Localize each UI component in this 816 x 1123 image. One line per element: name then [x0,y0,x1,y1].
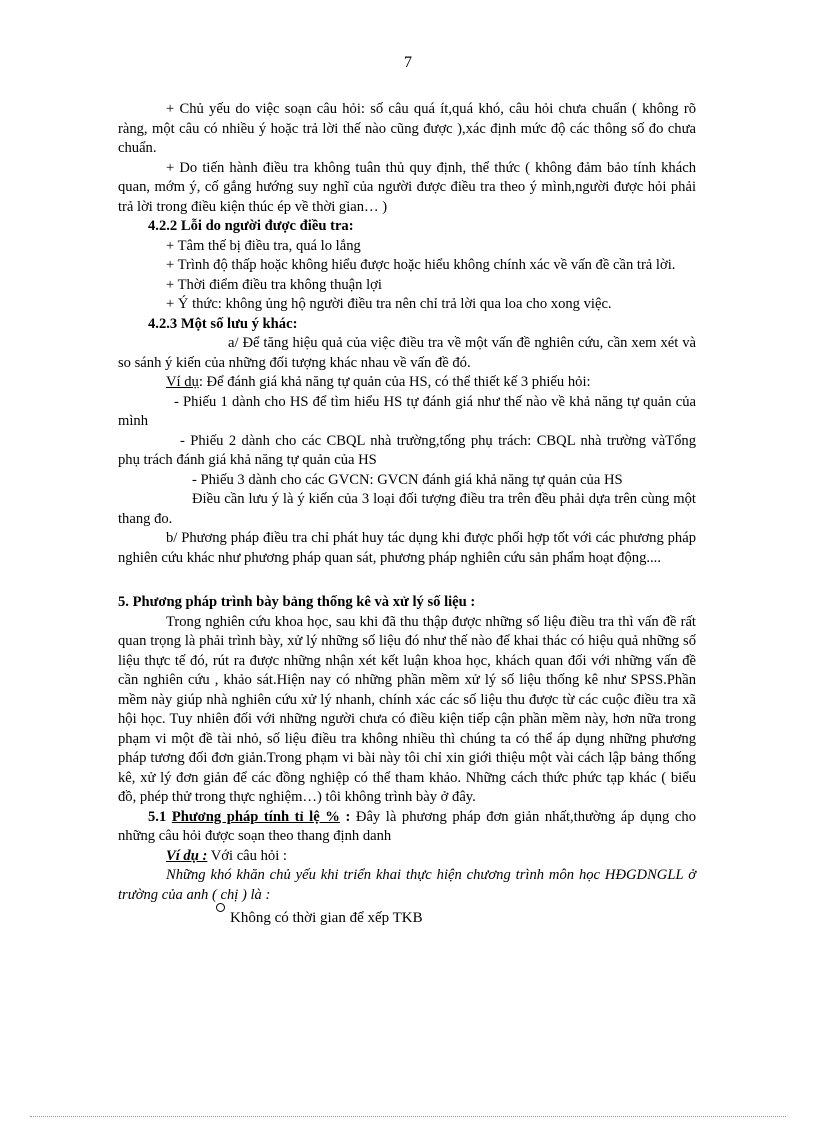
paragraph: b/ Phương pháp điều tra chỉ phát huy tác dụng khi được phối hợp tốt với các phương pháp nghiên cứu khác như phương pháp quan sát, phương pháp nghiên cứu sản phẩm hoạt động.... [118,530,696,566]
answer-option [118,909,696,929]
paragraph: + Trình độ thấp hoặc không hiểu được hoặc hiểu không chính xác về vấn đề cần trả lời. [166,257,676,273]
paragraph: - Phiếu 1 dành cho HS để tìm hiểu HS tự đánh giá như thế nào về khả năng tự quản của mình [118,393,696,429]
paragraph [118,808,696,847]
paragraph [118,373,696,393]
paragraph: + Thời điểm điều tra không thuận lợi [166,276,382,293]
example-text: Với câu hỏi : [207,847,287,864]
paragraph: + Tâm thế bị điều tra, quá lo lắng [166,237,361,254]
example-label: Ví dụ [166,374,199,390]
section-heading: 5. Phương pháp trình bày bảng thống kê và xử lý số liệu : [118,594,476,610]
paragraph: a/ Để tăng hiệu quả của việc điều tra về một vấn đề nghiên cứu, cần xem xét và so sánh ý kiến của những đối tượng khác nhau về vấn đề đó. [118,335,696,371]
radio-circle-icon [216,903,225,912]
paragraph: - Phiếu 2 dành cho các CBQL nhà trường,tổng phụ trách: CBQL nhà trường vàTổng phụ trách đánh giá khả năng tự quản của HS [118,432,696,468]
paragraph: Điều cần lưu ý là ý kiến của 3 loại đối tượng điều tra trên đều phải dựa trên cùng một thang đo. [118,491,696,527]
section-heading: 4.2.3 Một số lưu ý khác: [148,315,298,332]
subsection-text: Đây là phương pháp đơn giản nhất,thường áp dụng cho những câu hỏi được soạn theo thang định danh [118,808,696,844]
page-bottom-divider [30,1116,786,1117]
paragraph: + Ý thức: không ủng hộ người điều tra nên chỉ trả lời qua loa cho xong việc. [166,296,612,312]
example-label: Ví dụ : [166,847,208,864]
question-text: Những khó khăn chủ yếu khi triển khai thực hiện chương trình môn học HĐGDNGLL ở trường của anh ( chị ) là : [118,867,696,903]
paragraph: Trong nghiên cứu khoa học, sau khi đã thu thập được những số liệu điều tra thì vấn đề rất quan trọng là phải trình bày, xử lý những số liệu đó như thế nào để khai thác có hiệu quả những số liệu thực tế đó, rút ra được những nhận xét kết luận khoa học, khách quan đối với những vấn đề cần nghiên cứu , khảo sát.Hiện nay có những phần mềm xử lý số liệu thống kê như SPSS.Phần mềm này giúp nhà nghiên cứu xử lý nhanh, chính xác các số liệu thu được từ các cuộc điều tra xã hội học. Tuy nhiên đối với những người chưa có điều kiện tiếp cận phần mềm này, hơn nữa trong phạm vi một đề tài nhỏ, số liệu điều tra không nhiều thì chúng ta có thể áp dụng những phương pháp tương đối đơn giản.Trong phạm vi bài này tôi chỉ xin giới thiệu một vài cách lập bảng thống kê, xử lý đơn giản để các đồng nghiệp có thể tham khảo. Những cách thức phức tạp khác ( biểu đồ, phép thử trong thực nghiệm…) tôi không trình bày ở đây. [118,613,696,805]
subsection-colon: : [339,808,351,825]
paragraph [118,847,696,867]
example-text: : Để đánh giá khả năng tự quản của HS, có thể thiết kế 3 phiếu hỏi: [198,374,591,390]
subsection-title: Phương pháp tính tỉ lệ % [171,808,340,825]
answer-option-label: Không có thời gian để xếp TKB [230,910,423,926]
section-heading: 4.2.2 Lỗi do người được điều tra: [148,218,354,234]
subsection-number: 5.1 [148,808,167,825]
paragraph: - Phiếu 3 dành cho các GVCN: GVCN đánh giá khả năng tự quản của HS [192,471,623,488]
paragraph: + Do tiến hành điều tra không tuân thủ quy định, thể thức ( không đảm bảo tính khách quan, mớm ý, cố gắng hướng suy nghĩ của người được điều tra theo ý mình,người được hỏi phải trả lời trong điều kiện thúc ép về thời gian… ) [118,159,696,215]
page-number: 7 [404,54,412,71]
document-body [118,100,696,929]
paragraph: + Chủ yếu do việc soạn câu hỏi: số câu quá ít,quá khó, câu hỏi chưa chuẩn ( không rõ ràng, một câu có nhiều ý hoặc trả lời thế nào cũng được ),xác định mức độ các thông số đo chưa chuẩn. [118,101,696,156]
